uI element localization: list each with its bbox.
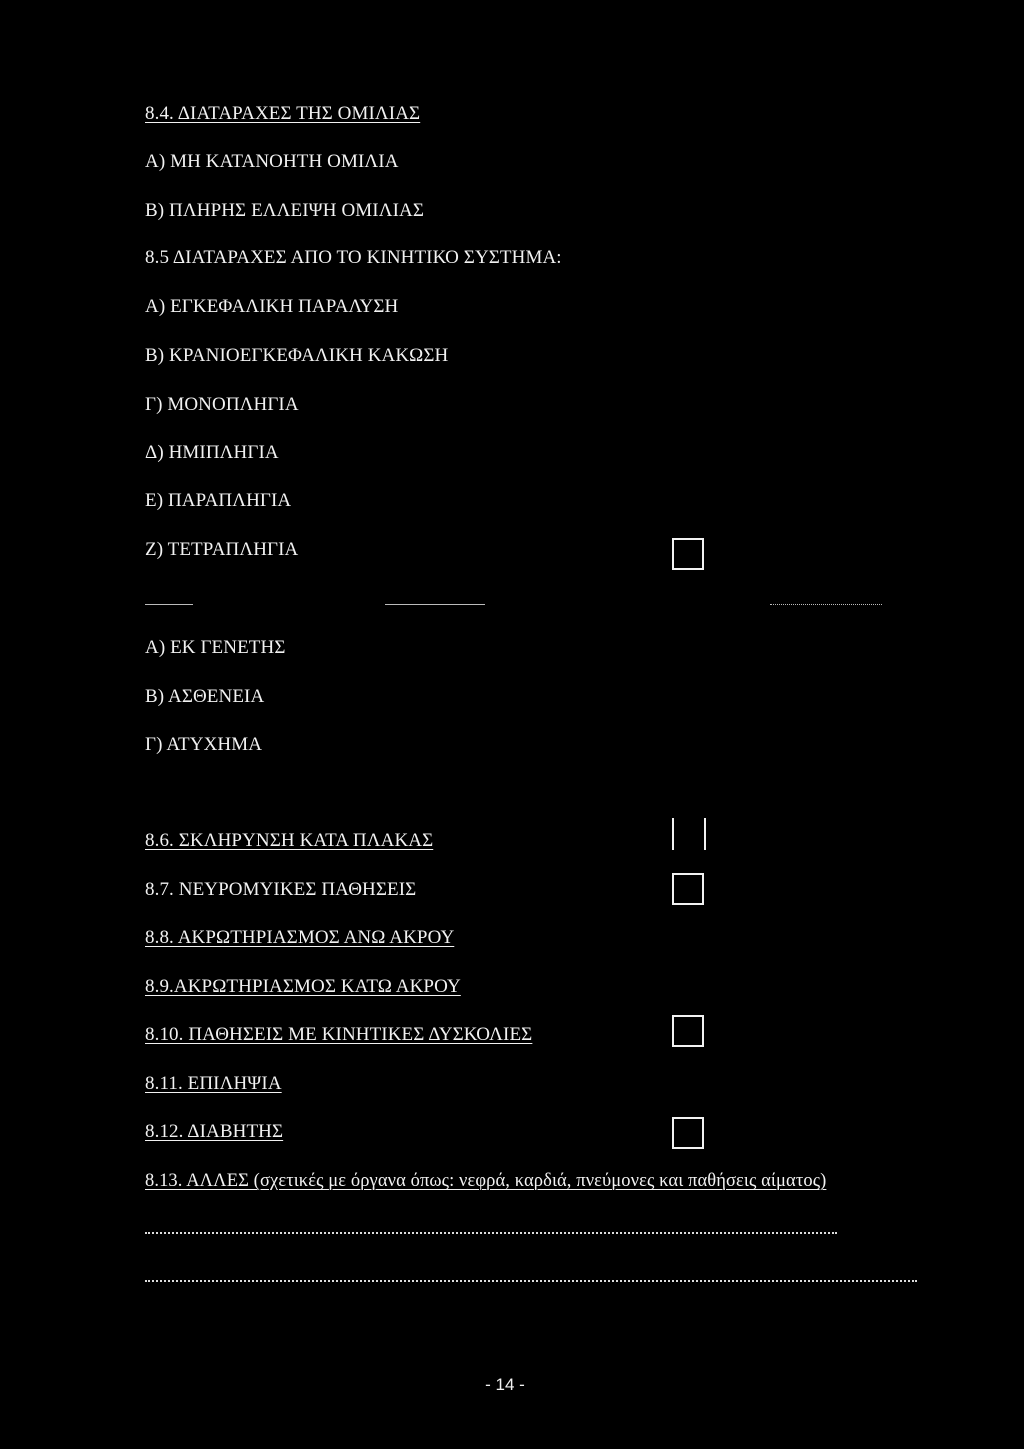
- section-8-10: 8.10. ΠΑΘΗΣΕΙΣ ΜΕ ΚΙΝΗΤΙΚΕΣ ΔΥΣΚΟΛΙΕΣ: [145, 1024, 533, 1045]
- checkbox-neuromuscular[interactable]: [672, 873, 704, 905]
- section-8-5-item-e: Ε) ΠΑΡΑΠΛΗΓΙΑ: [145, 490, 292, 511]
- dotted-fill-line-2[interactable]: [145, 1280, 917, 1282]
- dotted-fill-line-1[interactable]: [145, 1232, 837, 1234]
- checkbox-diabetes[interactable]: [672, 1117, 704, 1149]
- page-number: - 14 -: [485, 1375, 525, 1394]
- section-8-11: 8.11. ΕΠΙΛΗΨΙΑ: [145, 1073, 282, 1094]
- section-8-5-item-a: Α) ΕΓΚΕΦΑΛΙΚΗ ΠΑΡΑΛΥΣΗ: [145, 296, 399, 317]
- section-8-4-item-b: Β) ΠΛΗΡΗΣ ΕΛΛΕΙΨΗ ΟΜΙΛΙΑΣ: [145, 200, 424, 221]
- checkbox-motor-difficulties[interactable]: [672, 1015, 704, 1047]
- section-8-6: 8.6. ΣΚΛΗΡΥΝΣΗ ΚΑΤΑ ΠΛΑΚΑΣ: [145, 830, 434, 851]
- section-8-7: 8.7. ΝΕΥΡΟΜΥΙΚΕΣ ΠΑΘΗΣΕΙΣ: [145, 879, 417, 900]
- section-8-5-item-d: Δ) ΗΜΙΠΛΗΓΙΑ: [145, 442, 279, 463]
- section-8-5-item-f: Ζ) ΤΕΤΡΑΠΛΗΓΙΑ: [145, 539, 299, 560]
- section-8-5-item-b: Β) ΚΡΑΝΙΟΕΓΚΕΦΑΛΙΚΗ ΚΑΚΩΣΗ: [145, 345, 449, 366]
- separator-dash: [145, 604, 193, 605]
- checkbox-sclerosis[interactable]: [672, 818, 706, 850]
- cause-item-c: Γ) ΑΤΥΧΗΜΑ: [145, 734, 263, 755]
- section-8-13: 8.13. ΑΛΛΕΣ (σχετικές με όργανα όπως: νεφρά, καρδιά, πνεύμονες και παθήσεις αίματος): [145, 1171, 827, 1191]
- section-8-5-item-c: Γ) ΜΟΝΟΠΛΗΓΙΑ: [145, 394, 299, 415]
- cause-item-b: Β) ΑΣΘΕΝΕΙΑ: [145, 686, 265, 707]
- section-8-4-item-a: Α) ΜΗ ΚΑΤΑΝΟΗΤΗ ΟΜΙΛΙΑ: [145, 151, 399, 172]
- section-8-8: 8.8. ΑΚΡΩΤΗΡΙΑΣΜΟΣ ΑΝΩ ΑΚΡΟΥ: [145, 927, 455, 948]
- separator-dash: [385, 604, 485, 605]
- section-8-12: 8.12. ΔΙΑΒΗΤΗΣ: [145, 1121, 284, 1142]
- cause-item-a: Α) ΕΚ ΓΕΝΕΤΗΣ: [145, 637, 286, 658]
- section-8-9: 8.9.ΑΚΡΩΤΗΡΙΑΣΜΟΣ ΚΑΤΩ ΑΚΡΟΥ: [145, 976, 461, 997]
- section-8-5-heading: 8.5 ΔΙΑΤΑΡΑΧΕΣ ΑΠΟ ΤΟ ΚΙΝΗΤΙΚΟ ΣΥΣΤΗΜΑ:: [145, 247, 562, 268]
- section-8-4-heading: 8.4. ΔΙΑΤΑΡΑΧΕΣ ΤΗΣ ΟΜΙΛΙΑΣ: [145, 103, 421, 124]
- checkbox-tetraplegia[interactable]: [672, 538, 704, 570]
- separator-dash: [770, 604, 882, 605]
